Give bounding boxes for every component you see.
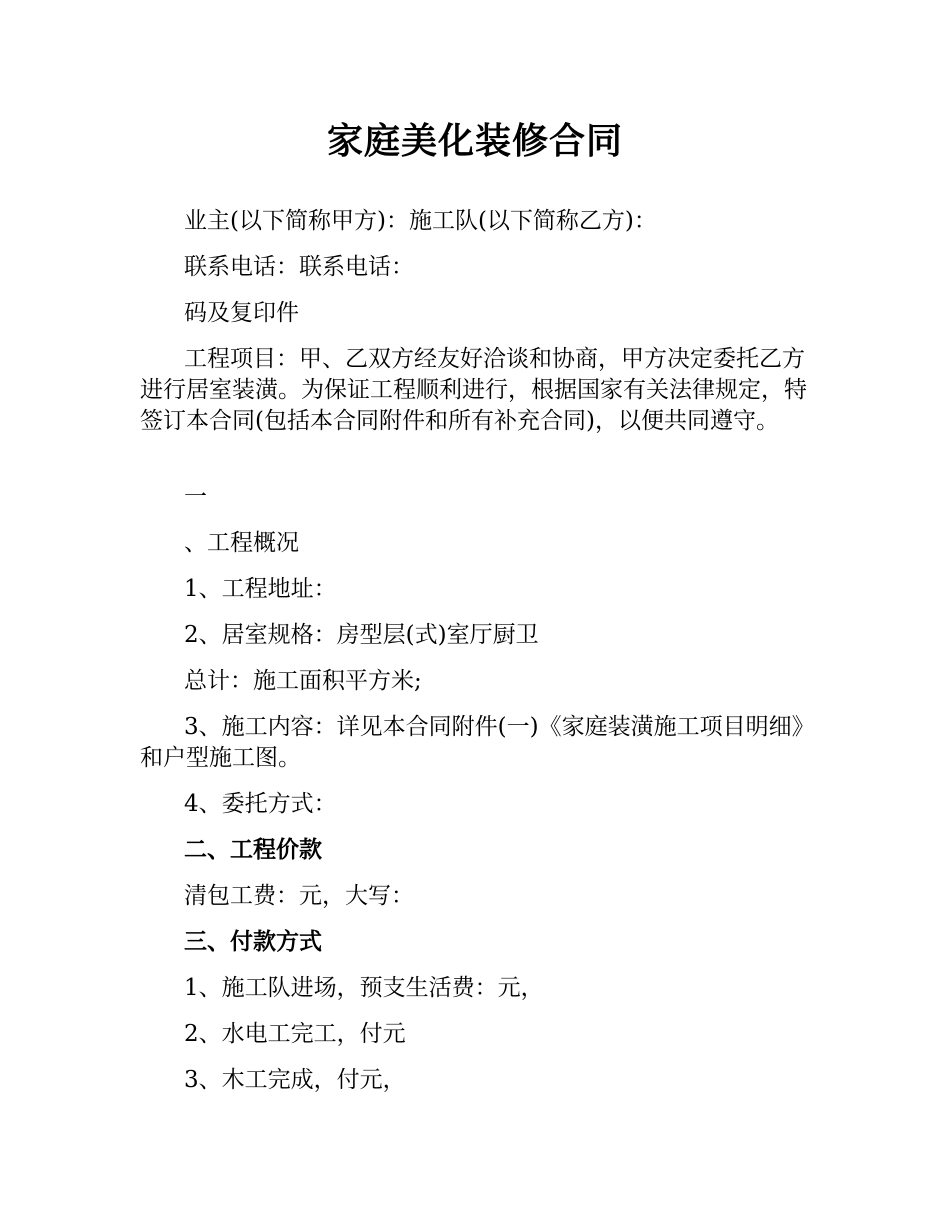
paragraph-parties: 业主(以下简称甲方)：施工队(以下简称乙方)： xyxy=(184,208,657,234)
paragraph-payment-3: 3、木工完成，付元， xyxy=(184,1067,406,1093)
paragraph-section-one-heading: 、工程概况 xyxy=(184,530,299,556)
paragraph-commission: 4、委托方式： xyxy=(184,791,337,817)
paragraph-payment-2: 2、水电工完工，付元 xyxy=(184,1021,406,1047)
section-heading-payment: 三、付款方式 xyxy=(184,929,322,955)
paragraph-room-spec: 2、居室规格：房型层(式)室厅厨卫 xyxy=(184,622,539,648)
paragraph-id-copies: 码及复印件 xyxy=(184,300,299,326)
paragraph-project: 工程项目：甲、乙双方经友好洽谈和协商，甲方决定委托乙方进行居室装潢。为保证工程顺利进行，根据国家有关法律规定，特签订本合同(包括本合同附件和所有补充合同)，以便共同遵守。 xyxy=(140,346,807,434)
paragraph-work-content: 3、施工内容：详见本合同附件(一)《家庭装潢施工项目明细》和户型施工图。 xyxy=(140,714,804,771)
paragraph-labor-fee: 清包工费：元，大写： xyxy=(184,883,414,909)
paragraph-address: 1、工程地址： xyxy=(184,576,337,602)
paragraph-section-one-number: 一 xyxy=(184,484,207,510)
paragraph-phones: 联系电话：联系电话： xyxy=(184,254,414,280)
paragraph-payment-1: 1、施工队进场，预支生活费：元， xyxy=(184,975,544,1001)
document-title: 家庭美化装修合同 xyxy=(326,121,623,162)
section-heading-price: 二、工程价款 xyxy=(184,837,322,863)
paragraph-area-total: 总计：施工面积平方米; xyxy=(184,668,422,694)
